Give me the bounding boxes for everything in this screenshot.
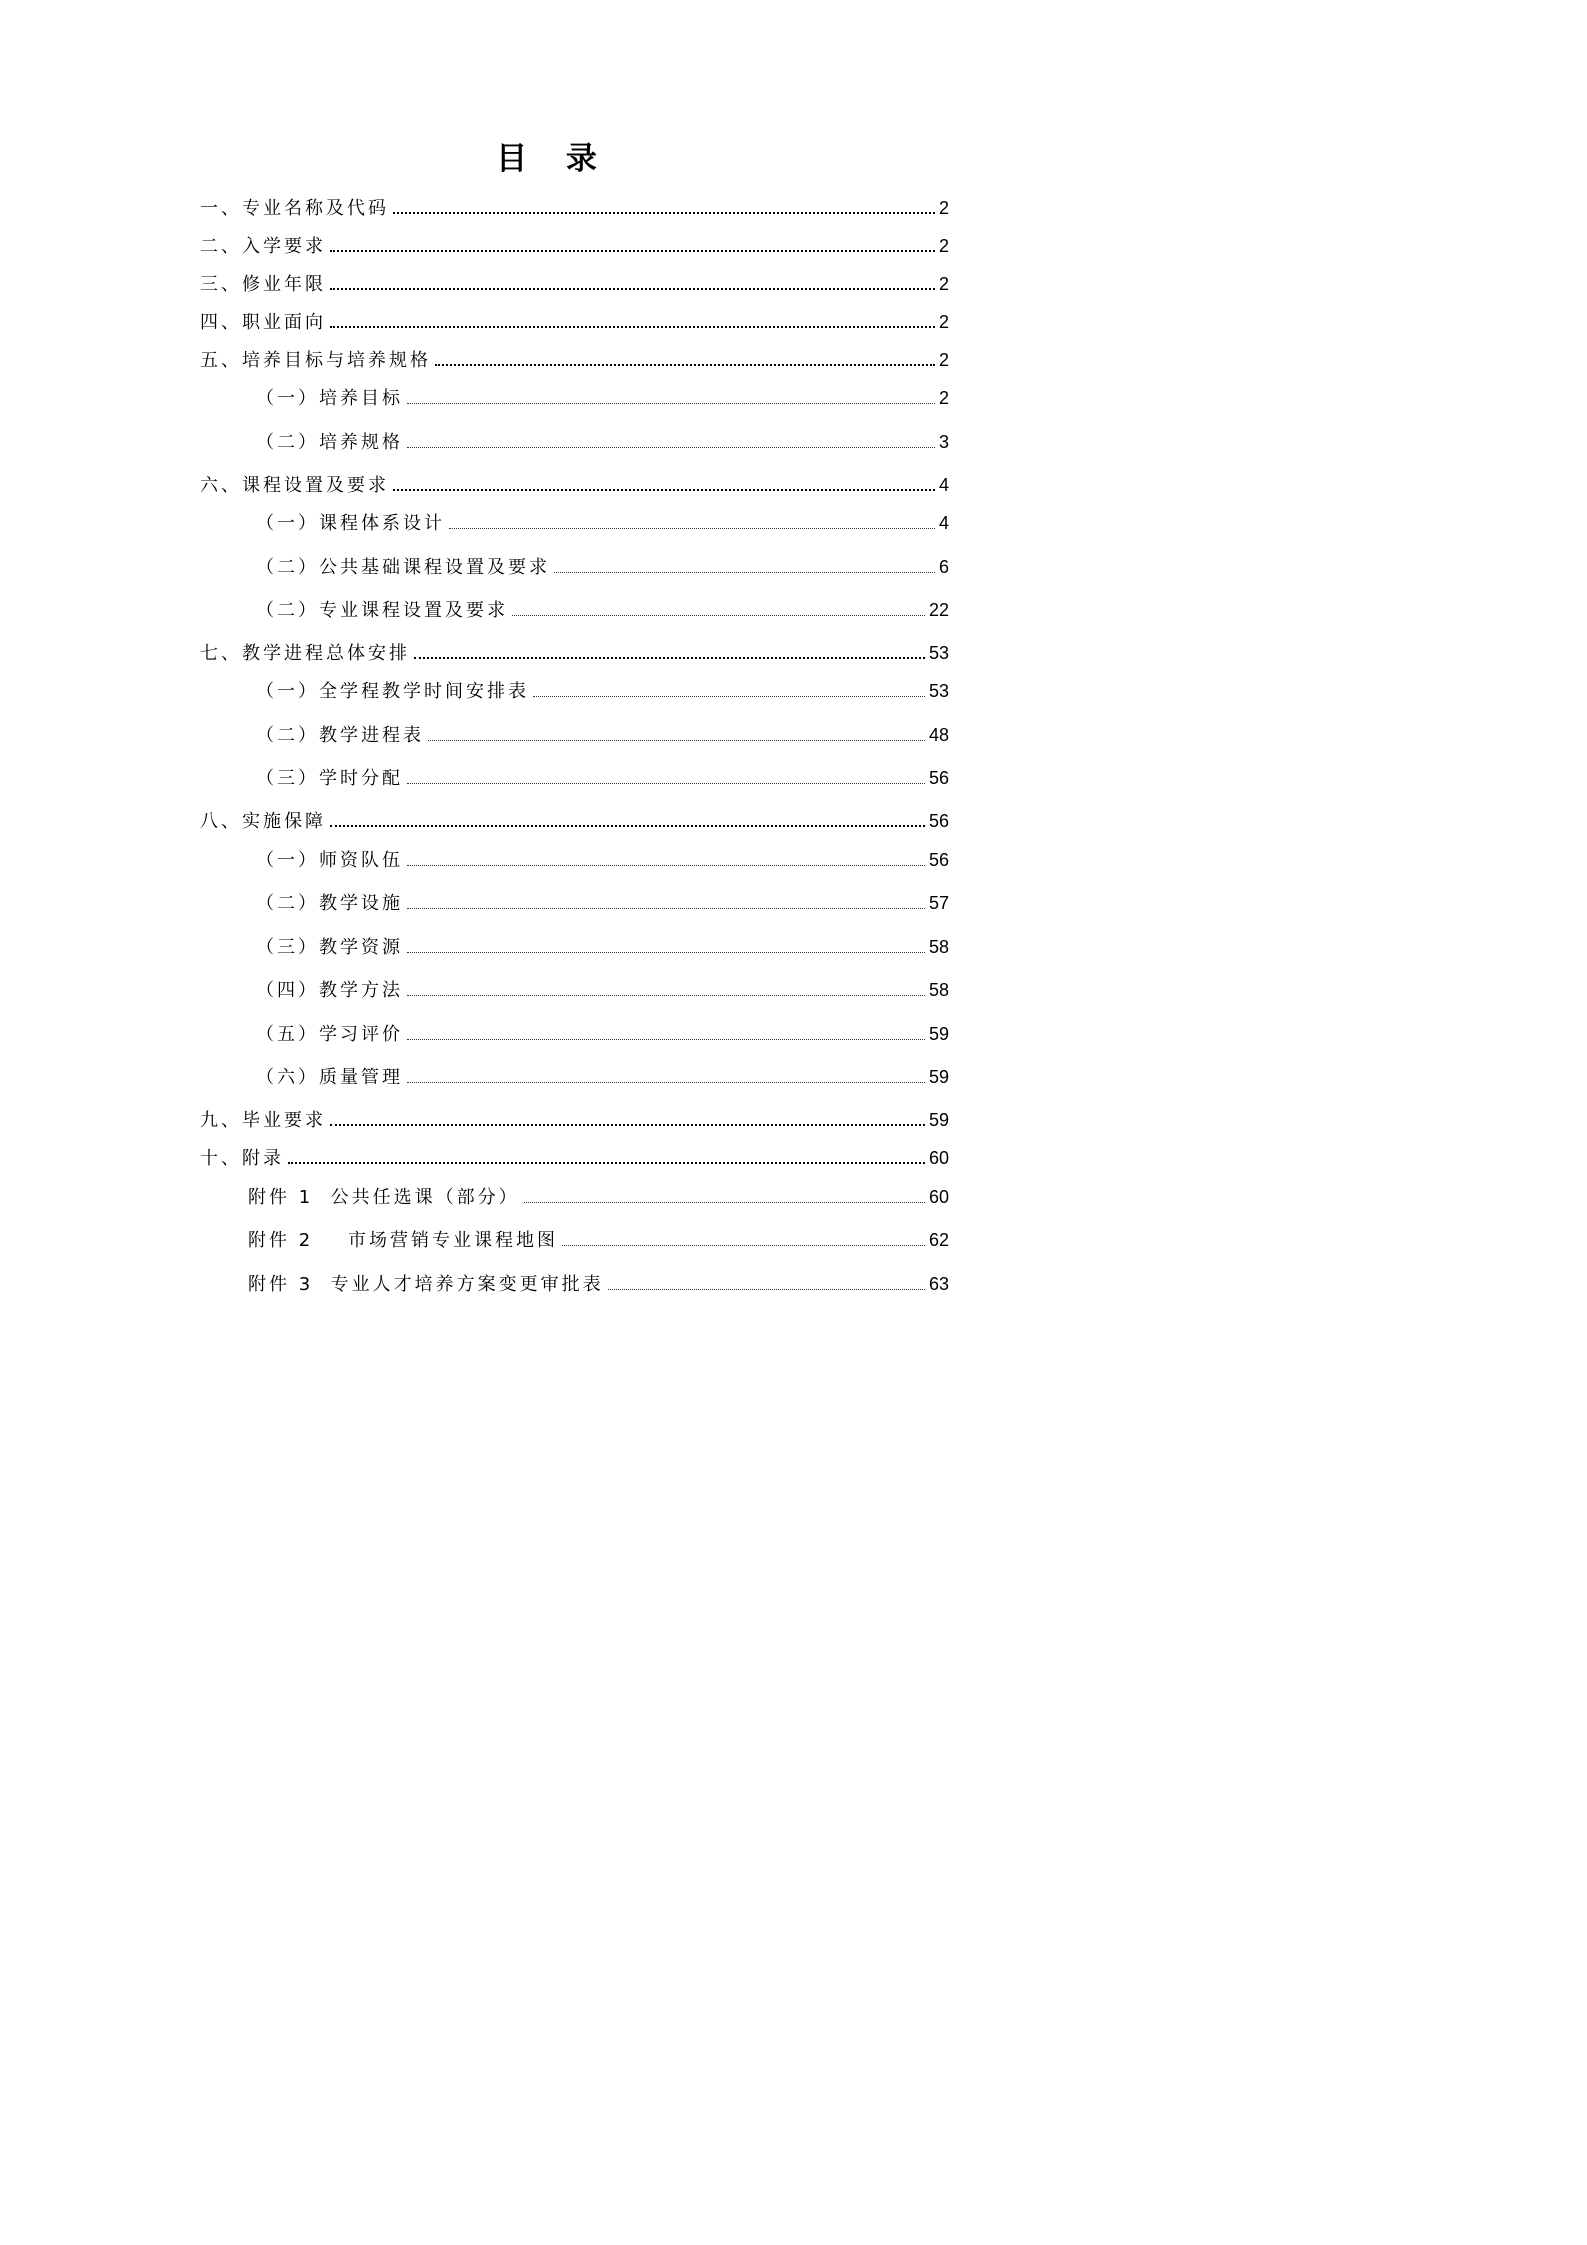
dot-leader <box>407 952 925 953</box>
toc-entry-label: （五）学习评价 <box>256 1024 403 1045</box>
dot-leader <box>554 572 935 573</box>
toc-entry[interactable] <box>256 721 949 747</box>
dot-leader <box>330 288 935 290</box>
toc-entry[interactable] <box>248 1270 949 1296</box>
toc-entry[interactable] <box>256 889 949 915</box>
toc-entry-page: 63 <box>928 1274 949 1294</box>
toc-entry-page: 2 <box>938 312 949 332</box>
toc-entry-page: 59 <box>928 1067 949 1087</box>
dot-leader <box>407 447 935 448</box>
toc-entry-page: 22 <box>928 600 949 620</box>
dot-leader <box>330 250 935 252</box>
toc-entry-label: 七、教学进程总体安排 <box>200 643 410 664</box>
toc-entry-page: 4 <box>938 513 949 533</box>
toc-entry-label: （二）专业课程设置及要求 <box>256 600 508 621</box>
toc-entry[interactable] <box>200 1106 949 1132</box>
dot-leader <box>407 403 935 404</box>
dot-leader <box>407 995 925 996</box>
dot-leader <box>393 212 935 214</box>
toc-entry[interactable] <box>200 639 949 665</box>
toc-entry[interactable] <box>200 471 949 497</box>
toc-entry-label: （二）教学进程表 <box>256 725 424 746</box>
toc-entry-label: 四、职业面向 <box>200 312 326 333</box>
toc-entry-page: 53 <box>928 681 949 701</box>
toc-entry-page: 60 <box>928 1187 949 1207</box>
toc-entry-label: 附件 3 专业人才培养方案变更审批表 <box>248 1274 604 1295</box>
toc-entry[interactable] <box>256 1063 949 1089</box>
dot-leader <box>330 326 935 328</box>
toc-entry[interactable] <box>200 232 949 258</box>
toc-entry-page: 2 <box>938 274 949 294</box>
toc-entry-label: （一）全学程教学时间安排表 <box>256 681 529 702</box>
toc-entry-page: 56 <box>928 811 949 831</box>
toc-entry-page: 2 <box>938 236 949 256</box>
dot-leader <box>407 865 925 866</box>
dot-leader <box>407 1039 925 1040</box>
toc-entry-label: （六）质量管理 <box>256 1067 403 1088</box>
dot-leader <box>330 1124 925 1126</box>
toc-entry-page: 56 <box>928 850 949 870</box>
toc-entry-label: （四）教学方法 <box>256 980 403 1001</box>
toc-entry-page: 57 <box>928 893 949 913</box>
page-title: 目 录 <box>496 141 611 177</box>
dot-leader <box>407 783 925 784</box>
dot-leader <box>562 1245 925 1246</box>
toc-entry[interactable] <box>256 677 949 703</box>
toc-entry-label: 十、附录 <box>200 1148 284 1169</box>
toc-entry[interactable] <box>256 976 949 1002</box>
toc-entry-page: 53 <box>928 643 949 663</box>
toc-entry-label: （一）培养目标 <box>256 388 403 409</box>
toc-entry-page: 58 <box>928 980 949 1000</box>
dot-leader <box>435 364 935 366</box>
toc-entry-label: 附件 2 市场营销专业课程地图 <box>248 1230 559 1251</box>
toc-entry-label: 附件 1 公共任选课（部分） <box>248 1187 520 1208</box>
toc-entry[interactable] <box>200 1144 949 1170</box>
toc-entry-page: 48 <box>928 725 949 745</box>
toc-entry-label: （三）教学资源 <box>256 937 403 958</box>
toc-entry-page: 4 <box>938 475 949 495</box>
toc-entry-label: （一）课程体系设计 <box>256 513 445 534</box>
dot-leader <box>533 696 925 697</box>
toc-entry[interactable] <box>256 764 949 790</box>
toc-entry[interactable] <box>256 384 949 410</box>
toc-entry[interactable] <box>256 1020 949 1046</box>
toc-entry-page: 58 <box>928 937 949 957</box>
toc-entry[interactable] <box>248 1226 949 1252</box>
toc-entry[interactable] <box>256 428 949 454</box>
dot-leader <box>428 740 925 741</box>
toc-entry-label: （二）培养规格 <box>256 432 403 453</box>
dot-leader <box>449 528 935 529</box>
toc-entry-label: （二）教学设施 <box>256 893 403 914</box>
toc-entry-page: 59 <box>928 1024 949 1044</box>
toc-entry[interactable] <box>200 270 949 296</box>
dot-leader <box>330 825 925 827</box>
toc-entry-label: 九、毕业要求 <box>200 1110 326 1131</box>
toc-entry[interactable] <box>256 933 949 959</box>
toc-entry-label: 一、专业名称及代码 <box>200 198 389 219</box>
toc-entry-page: 6 <box>938 557 949 577</box>
toc-entry-label: 二、入学要求 <box>200 236 326 257</box>
toc-entry-page: 2 <box>938 388 949 408</box>
toc-entry-label: 八、实施保障 <box>200 811 326 832</box>
dot-leader <box>393 489 935 491</box>
dot-leader <box>288 1162 925 1164</box>
toc-entry-page: 62 <box>928 1230 949 1250</box>
dot-leader <box>608 1289 925 1290</box>
toc-entry-label: 五、培养目标与培养规格 <box>200 350 431 371</box>
toc-entry[interactable] <box>200 807 949 833</box>
toc-entry-page: 3 <box>938 432 949 452</box>
dot-leader <box>512 615 925 616</box>
dot-leader <box>414 657 925 659</box>
toc-entry[interactable] <box>200 194 949 220</box>
toc-entry-label: （一）师资队伍 <box>256 850 403 871</box>
toc-entry-page: 59 <box>928 1110 949 1130</box>
toc-entry-label: （二）公共基础课程设置及要求 <box>256 557 550 578</box>
toc-entry-page: 2 <box>938 198 949 218</box>
toc-entry[interactable] <box>256 553 949 579</box>
toc-entry[interactable] <box>256 846 949 872</box>
toc-entry-page: 60 <box>928 1148 949 1168</box>
toc-entry-label: （三）学时分配 <box>256 768 403 789</box>
dot-leader <box>407 1082 925 1083</box>
dot-leader <box>524 1202 925 1203</box>
document-page <box>0 0 1107 1567</box>
toc-entry[interactable] <box>248 1183 949 1209</box>
toc-entry-page: 2 <box>938 350 949 370</box>
toc-entry[interactable] <box>200 308 949 334</box>
toc-entry-label: 六、课程设置及要求 <box>200 475 389 496</box>
toc-entry-page: 56 <box>928 768 949 788</box>
toc-entry[interactable] <box>256 596 949 622</box>
toc-entry-label: 三、修业年限 <box>200 274 326 295</box>
dot-leader <box>407 908 925 909</box>
toc-entry[interactable] <box>256 509 949 535</box>
toc-entry[interactable] <box>200 346 949 372</box>
